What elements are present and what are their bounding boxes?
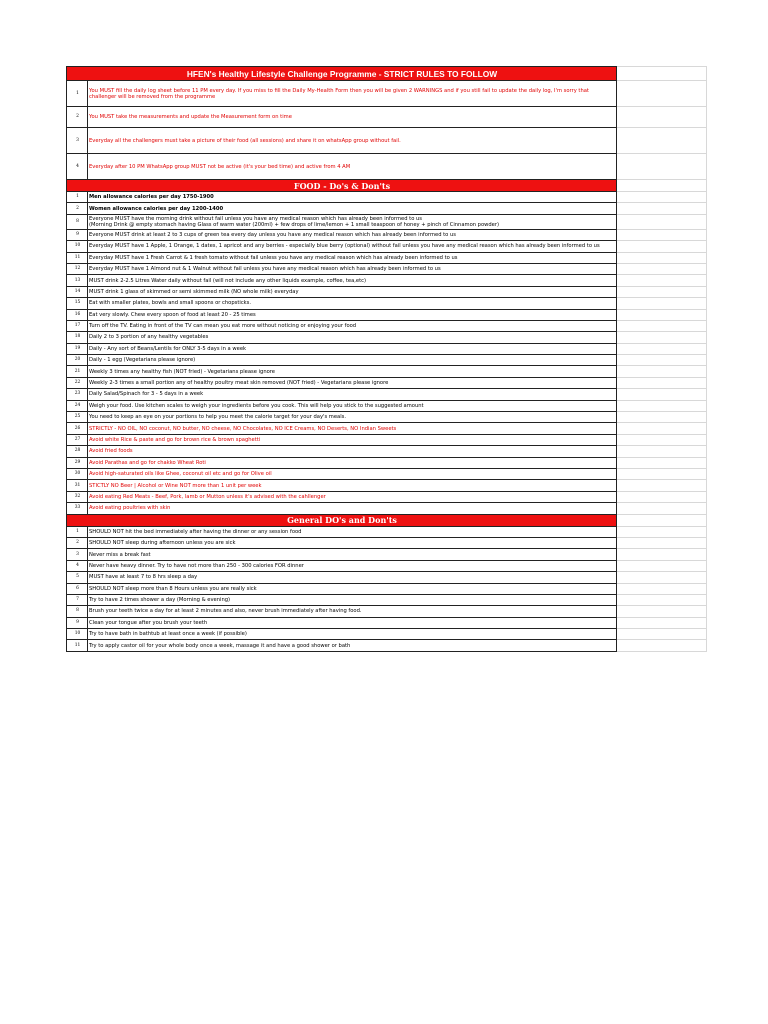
rule-number: 4 (67, 560, 88, 571)
table-row (67, 263, 707, 274)
table-row (67, 154, 707, 180)
rule-text: Everyday MUST have 1 Fresh Carrot & 1 fresh tomato without fail unless you have any medical reason which has already been informed to us (88, 252, 617, 263)
rule-number: 8 (67, 606, 88, 617)
rule-number: 6 (67, 583, 88, 594)
rule-number: 1 (67, 192, 88, 203)
rule-text: Turn off the TV. Eating in front of the TV can mean you eat more without noticing or enjoying your food (88, 320, 617, 331)
empty-cell (617, 560, 707, 571)
rule-text: SHOULD NOT hit the bed immediately after having the dinner or any session food (88, 526, 617, 537)
table-row (67, 128, 707, 154)
rule-text: STRICTLY - NO OIL, NO coconut, NO butter, NO cheese, NO Chocolates, NO ICE Creams, NO Deserts, NO Indian Sweets (88, 423, 617, 434)
table-row (67, 203, 707, 214)
rule-text: Daily 2 to 3 portion of any healthy vegetables (88, 332, 617, 343)
rule-number: 2 (67, 537, 88, 548)
table-row (67, 503, 707, 514)
rule-number: 17 (67, 320, 88, 331)
rule-number: 18 (67, 332, 88, 343)
rule-number: 32 (67, 491, 88, 502)
rule-number: 28 (67, 446, 88, 457)
rule-number: 7 (67, 594, 88, 605)
table-row (67, 412, 707, 423)
empty-cell (617, 526, 707, 537)
table-row (67, 446, 707, 457)
table-row (67, 549, 707, 560)
table-row (67, 320, 707, 331)
empty-cell (617, 377, 707, 388)
empty-cell (617, 192, 707, 203)
empty-cell (617, 154, 707, 180)
rule-number: 1 (67, 81, 88, 107)
table-row (67, 640, 707, 651)
table-row (67, 81, 707, 107)
rule-number: 14 (67, 286, 88, 297)
table-row (67, 434, 707, 445)
table-row (67, 468, 707, 479)
food-section-row (67, 180, 707, 192)
empty-cell (617, 400, 707, 411)
rule-text: Avoid Parathas and go for chakko Wheat Roti (88, 457, 617, 468)
rule-number: 26 (67, 423, 88, 434)
empty-cell (617, 107, 707, 128)
empty-cell (617, 434, 707, 445)
table-row (67, 377, 707, 388)
rule-text: Clean your tongue after you brush your teeth (88, 617, 617, 628)
table-row (67, 286, 707, 297)
rule-number: 11 (67, 640, 88, 651)
table-row (67, 389, 707, 400)
rule-text: Avoid white Rice & paste and go for brown rice & brown spaghetti (88, 434, 617, 445)
rule-number: 2 (67, 107, 88, 128)
rule-text: STICTLY NO Beer | Alcohol or Wine NOT more than 1 unit per week (88, 480, 617, 491)
rule-text: Daily - 1 egg (Vegetarians please ignore) (88, 355, 617, 366)
empty-cell (617, 389, 707, 400)
rule-text: MUST drink 2-2.5 Litres Water daily without fail (will not include any other liquids example, coffee, tea,etc) (88, 275, 617, 286)
table-row (67, 298, 707, 309)
table-row (67, 617, 707, 628)
rule-text: Weekly 3 times any healthy fish (NOT fried) - Vegetarians please ignore (88, 366, 617, 377)
title-row (67, 67, 707, 81)
rule-number: 5 (67, 572, 88, 583)
empty-cell (617, 606, 707, 617)
rule-line: Everyday all the challengers must take a picture of their food (all sessions) and share it on whatsApp group without fail. (89, 137, 401, 144)
rule-text: Everyday MUST have 1 Almond nut & 1 Walnut without fail unless you have any medical reason which has already been informed to us (88, 263, 617, 274)
rule-number: 15 (67, 298, 88, 309)
table-row (67, 241, 707, 252)
rule-text: Eat very slowly. Chew every spoon of food at least 20 - 25 times (88, 309, 617, 320)
rule-text (88, 81, 617, 107)
empty-cell (617, 503, 707, 514)
rule-number: 16 (67, 309, 88, 320)
rule-line: Everyone MUST have the morning drink without fail unless you have any medical reason which has already been informed to us (89, 215, 423, 222)
empty-cell (617, 275, 707, 286)
rule-line: challenger will be removed from the programme (89, 93, 216, 100)
table-row (67, 480, 707, 491)
empty-cell (617, 468, 707, 479)
table-row (67, 192, 707, 203)
rule-text (88, 154, 617, 180)
food-section-heading: FOOD - Do's & Don'ts (67, 180, 617, 192)
rule-number: 10 (67, 241, 88, 252)
rule-number: 20 (67, 355, 88, 366)
empty-cell (617, 480, 707, 491)
empty-cell (617, 81, 707, 107)
rule-number: 1 (67, 526, 88, 537)
empty-cell (617, 594, 707, 605)
empty-cell (617, 514, 707, 526)
table-row (67, 275, 707, 286)
empty-cell (617, 67, 707, 81)
table-row (67, 457, 707, 468)
rule-number: 27 (67, 434, 88, 445)
empty-cell (617, 241, 707, 252)
empty-cell (617, 617, 707, 628)
rule-text: Daily Salad/Spinach for 3 - 5 days in a week (88, 389, 617, 400)
empty-cell (617, 457, 707, 468)
empty-cell (617, 180, 707, 192)
table-row (67, 229, 707, 240)
empty-cell (617, 263, 707, 274)
empty-cell (617, 203, 707, 214)
general-section-row (67, 514, 707, 526)
rule-text: Try to apply castor oil for your whole body once a week, massage it and have a good shower or bath (88, 640, 617, 651)
rule-number: 33 (67, 503, 88, 514)
table-row (67, 366, 707, 377)
table-row (67, 252, 707, 263)
empty-cell (617, 446, 707, 457)
empty-cell (617, 491, 707, 502)
empty-cell (617, 583, 707, 594)
rule-number: 2 (67, 203, 88, 214)
rule-text: Avoid eating poultries with skin (88, 503, 617, 514)
table-row (67, 355, 707, 366)
page-title: HFEN's Healthy Lifestyle Challenge Programme - STRICT RULES TO FOLLOW (67, 67, 617, 81)
rule-text: Never have heavy dinner. Try to have not more than 250 - 300 calories FOR dinner (88, 560, 617, 571)
table-row (67, 491, 707, 502)
rule-text: You need to keep an eye on your portions to help you meet the calorie target for your day's meals. (88, 412, 617, 423)
empty-cell (617, 423, 707, 434)
rule-line: Everyday after 10 PM WhatsApp group MUST not be active (it's your bed time) and active from 4 AM (89, 163, 351, 170)
empty-cell (617, 298, 707, 309)
rule-number: 12 (67, 263, 88, 274)
empty-cell (617, 332, 707, 343)
rule-number: 25 (67, 412, 88, 423)
table-row (67, 526, 707, 537)
empty-cell (617, 537, 707, 548)
table-row (67, 629, 707, 640)
empty-cell (617, 252, 707, 263)
rule-number: 22 (67, 377, 88, 388)
empty-cell (617, 128, 707, 154)
rule-text: Never miss a break fast (88, 549, 617, 560)
rule-number: 23 (67, 389, 88, 400)
empty-cell (617, 229, 707, 240)
empty-cell (617, 549, 707, 560)
table-row (67, 572, 707, 583)
rule-text: Weigh your food. Use kitchen scales to weigh your ingredients before you cook. This will help you stick to the suggested amount (88, 400, 617, 411)
empty-cell (617, 343, 707, 354)
empty-cell (617, 572, 707, 583)
rule-number: 9 (67, 229, 88, 240)
rule-number: 19 (67, 343, 88, 354)
rule-number: 8 (67, 214, 88, 229)
general-section-heading: General DO's and Don'ts (67, 514, 617, 526)
rule-text: Women allowance calories per day 1200-1400 (88, 203, 617, 214)
table-row (67, 309, 707, 320)
rule-number: 31 (67, 480, 88, 491)
rule-number: 24 (67, 400, 88, 411)
rule-number: 11 (67, 252, 88, 263)
rule-line: (Morning Drink @ empty stomach having Glass of warm water (200ml) + few drops of lime/lemon + 1 small teaspoon of honey + pinch of Cinnamon powder) (89, 221, 500, 228)
table-row (67, 332, 707, 343)
rule-text (88, 107, 617, 128)
rule-number: 13 (67, 275, 88, 286)
rule-text (88, 214, 617, 229)
rule-text (88, 128, 617, 154)
table-row (67, 606, 707, 617)
table-row (67, 423, 707, 434)
rule-number: 10 (67, 629, 88, 640)
table-row (67, 560, 707, 571)
empty-cell (617, 640, 707, 651)
rule-text: Avoid eating Red Meats - Beef, Pork, lamb or Mutton unless it's advised with the cahllenger (88, 491, 617, 502)
rule-text: Everyday MUST have 1 Apple, 1 Orange, 1 dates, 1 apricot and any berries - especially blue berry (optional) without fail unless you have any medical reason which has already been informed to us (88, 241, 617, 252)
rule-text: Men allowance calories per day 1750-1900 (88, 192, 617, 203)
empty-cell (617, 320, 707, 331)
rule-number: 3 (67, 549, 88, 560)
rule-text: MUST drink 1 glass of skimmed or semi skimmed milk (NO whole milk) everyday (88, 286, 617, 297)
rules-sheet (66, 66, 706, 652)
empty-cell (617, 214, 707, 229)
rule-text: Daily - Any sort of Beans/Lentils for ONLY 3-5 days in a week (88, 343, 617, 354)
rule-number: 3 (67, 128, 88, 154)
rule-text: Eat with smaller plates, bowls and small spoons or chopsticks. (88, 298, 617, 309)
rule-number: 30 (67, 468, 88, 479)
table-row (67, 594, 707, 605)
table-row (67, 537, 707, 548)
rule-text: Avoid fried foods (88, 446, 617, 457)
rule-number: 9 (67, 617, 88, 628)
table-row (67, 400, 707, 411)
empty-cell (617, 412, 707, 423)
rule-text: Try to have bath in bathtub at least once a week (if possible) (88, 629, 617, 640)
table-row (67, 583, 707, 594)
rules-table (66, 66, 707, 652)
empty-cell (617, 366, 707, 377)
rule-text: SHOULD NOT sleep during afternoon unless you are sick (88, 537, 617, 548)
rule-number: 21 (67, 366, 88, 377)
table-row (67, 214, 707, 229)
rule-text: Avoid high-saturated oils like Ghee, coconut oil etc and go for Olive oil (88, 468, 617, 479)
empty-cell (617, 309, 707, 320)
rule-number: 4 (67, 154, 88, 180)
empty-cell (617, 355, 707, 366)
rule-line: You MUST take the measurements and update the Measurement form on time (89, 114, 292, 120)
rule-number: 29 (67, 457, 88, 468)
table-row (67, 107, 707, 128)
rule-text: Brush your teeth twice a day for at least 2 minutes and also, never brush immediately after having food. (88, 606, 617, 617)
empty-cell (617, 286, 707, 297)
rule-text: Try to have 2 times shower a day (Morning & evening) (88, 594, 617, 605)
empty-cell (617, 629, 707, 640)
rule-text: Everyone MUST drink at least 2 to 3 cups of green tea every day unless you have any medical reason which has already been informed to us (88, 229, 617, 240)
rule-text: Weekly 2-3 times a small portion any of healthy poultry meat skin removed (NOT fried) - Vegetarians please ignore (88, 377, 617, 388)
rule-text: MUST have at least 7 to 8 hrs sleep a day (88, 572, 617, 583)
rule-text: SHOULD NOT sleep more than 8 Hours unless you are really sick (88, 583, 617, 594)
rule-line: You MUST fill the daily log sheet before 11 PM every day. If you miss to fill the Daily My-Health Form then you will be given 2 WARNINGS and if you still fail to update the daily log, I'm sorry that (89, 87, 589, 94)
table-row (67, 343, 707, 354)
